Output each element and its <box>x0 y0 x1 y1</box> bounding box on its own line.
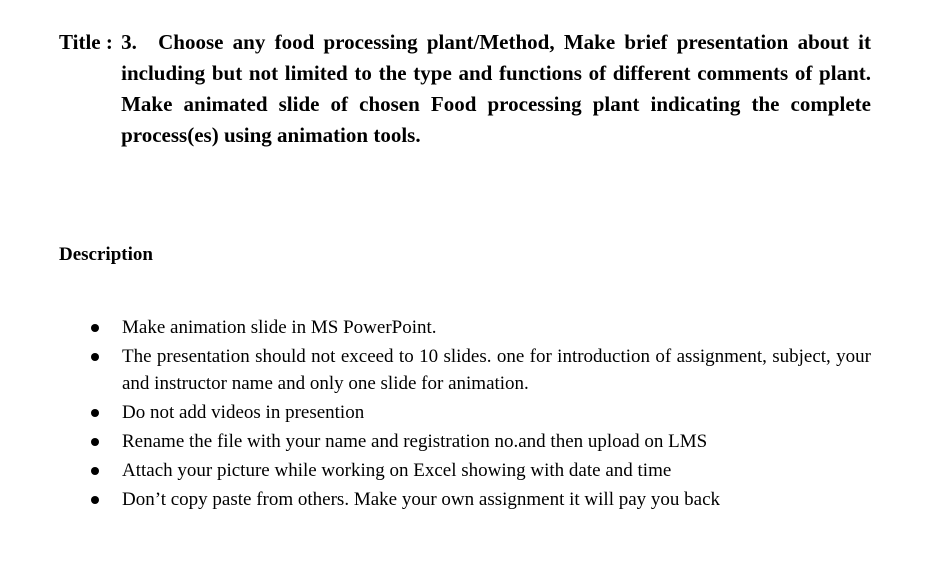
description-list <box>87 314 871 515</box>
list-item <box>87 428 871 455</box>
list-item-text: Don’t copy paste from others. Make your own assignment it will pay you back <box>122 489 721 510</box>
list-item-text: The presentation should not exceed to 10 slides. one for introduction of assignment, subject, your and instructor name and only one slide for animation. <box>122 346 871 394</box>
list-item <box>87 343 871 397</box>
list-item <box>87 399 871 426</box>
bullet-icon <box>87 428 122 455</box>
description-heading: Description <box>59 244 153 265</box>
assignment-title <box>59 27 871 151</box>
bullet-icon <box>87 457 122 484</box>
bullet-icon <box>87 314 122 341</box>
bullet-icon <box>87 486 122 513</box>
list-item <box>87 314 871 341</box>
list-item-text: Rename the file with your name and registration no.and then upload on LMS <box>122 431 708 452</box>
list-item-text: Attach your picture while working on Excel showing with date and time <box>122 460 672 481</box>
list-item <box>87 457 871 484</box>
bullet-icon <box>87 399 122 426</box>
title-number: 3. <box>121 30 137 54</box>
title-body <box>118 27 871 151</box>
list-item-text: Make animation slide in MS PowerPoint. <box>122 317 437 338</box>
bullet-icon <box>87 343 122 370</box>
list-item-text: Do not add videos in presention <box>122 402 365 423</box>
title-text: Choose any food processing plant/Method, Make brief presentation about it including but not limited to the type and functions of different comments of plant. Make animated slide of chosen Food processing plant indicating the complete process(es) using animation tools. <box>121 30 871 147</box>
title-label: Title : <box>59 30 119 54</box>
list-item <box>87 486 871 513</box>
